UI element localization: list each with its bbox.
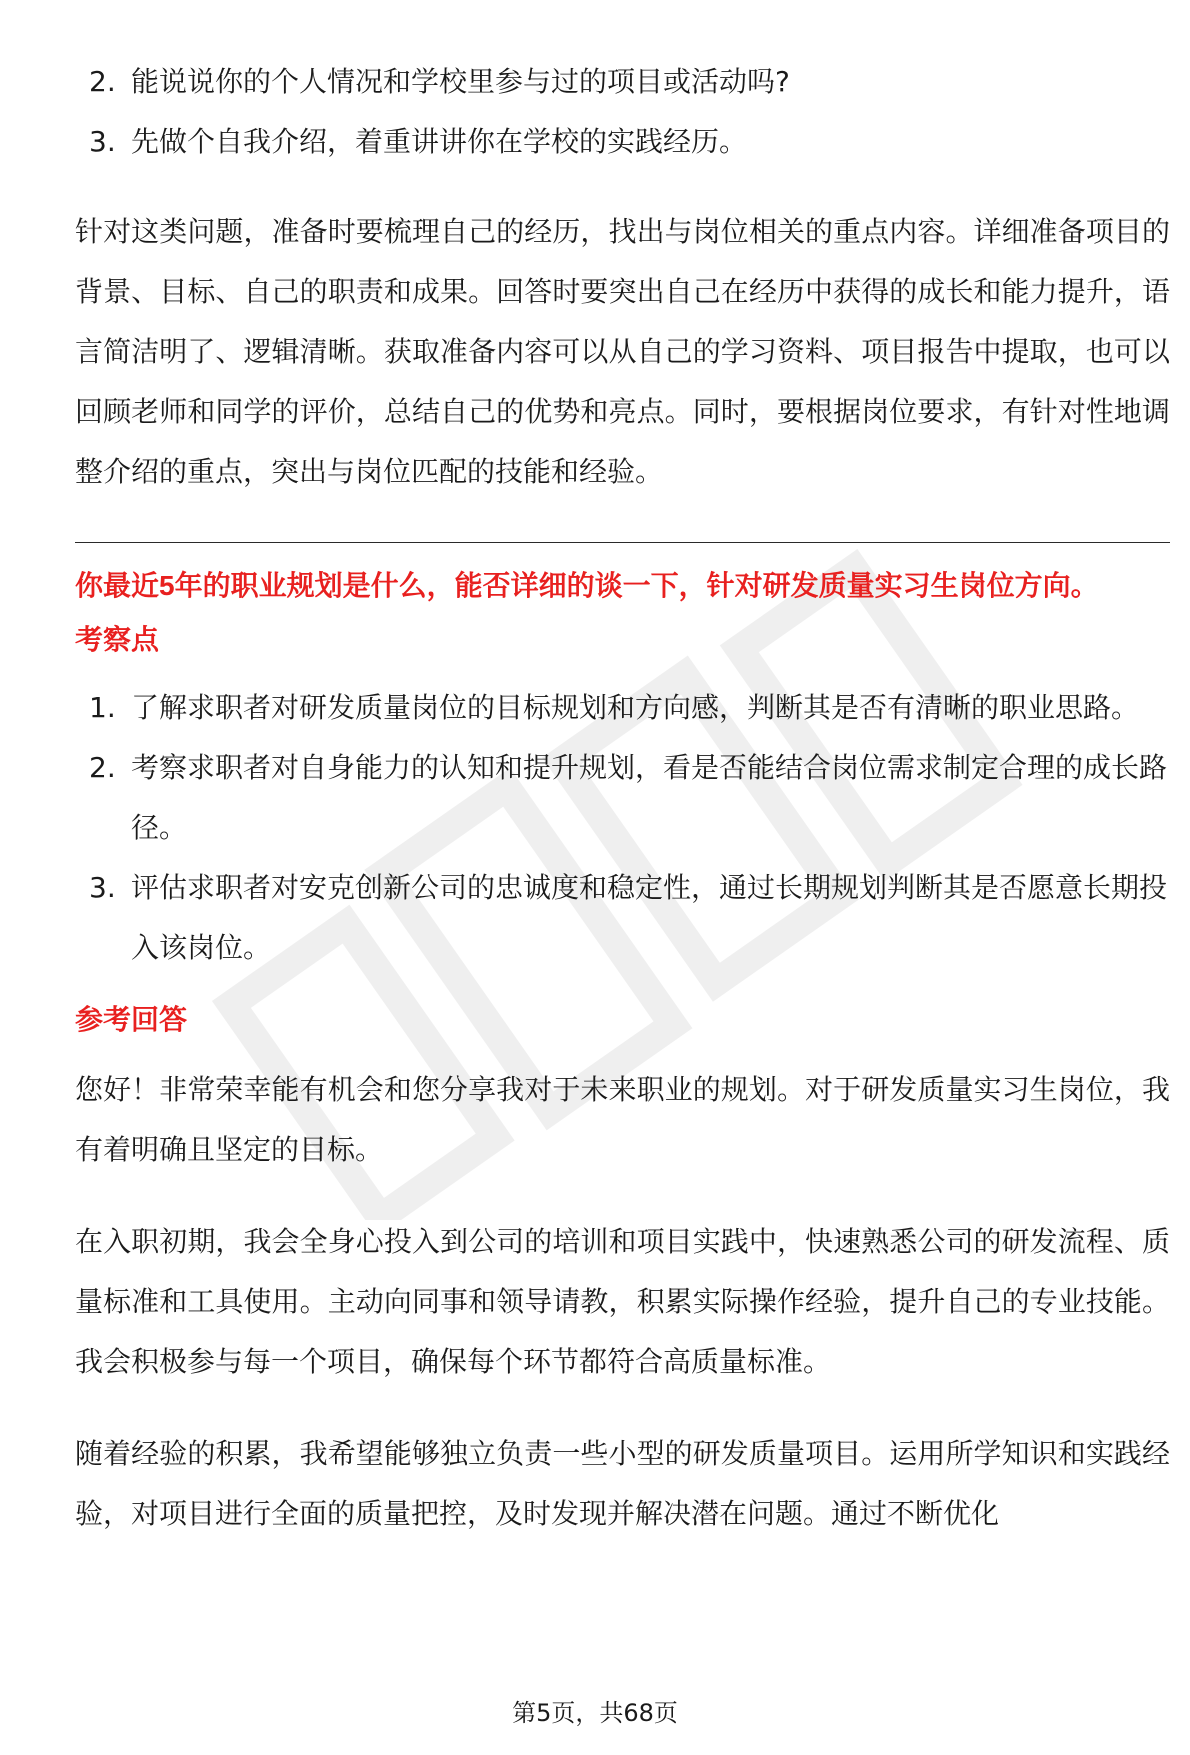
list-item	[75, 738, 1170, 858]
guidance-paragraph: 针对这类问题，准备时要梳理自己的经历，找出与岗位相关的重点内容。详细准备项目的背景、目标、自己的职责和成果。回答时要突出自己在经历中获得的成长和能力提升，语言简洁明了、逻辑清晰。获取准备内容可以从自己的学习资料、项目报告中提取，也可以回顾老师和同学的评价，总结自己的优势和亮点。同时，要根据岗位要求，有针对性地调整介绍的重点，突出与岗位匹配的技能和经验。	[75, 215, 1170, 488]
list-number: 2.	[89, 751, 116, 784]
list-item	[75, 858, 1170, 978]
question-heading: 你最近5年的职业规划是什么，能否详细的谈一下，针对研发质量实习生岗位方向。	[75, 570, 1099, 601]
top-list	[75, 52, 1170, 172]
list-text: 能说说你的个人情况和学校里参与过的项目或活动吗?	[131, 65, 790, 98]
list-item	[75, 678, 1170, 738]
answer-paragraph: 随着经验的积累，我希望能够独立负责一些小型的研发质量项目。运用所学知识和实践经验，对项目进行全面的质量把控，及时发现并解决潜在问题。通过不断优化	[75, 1437, 1170, 1530]
list-item	[75, 112, 1170, 172]
answer-paragraph: 在入职初期，我会全身心投入到公司的培训和项目实践中，快速熟悉公司的研发流程、质量标准和工具使用。主动向同事和领导请教，积累实际操作经验，提升自己的专业技能。我会积极参与每一个项目，确保每个环节都符合高质量标准。	[75, 1225, 1170, 1378]
list-text: 评估求职者对安克创新公司的忠诚度和稳定性，通过长期规划判断其是否愿意长期投入该岗位。	[131, 871, 1168, 964]
answer-heading: 参考回答	[75, 1003, 188, 1036]
list-text: 先做个自我介绍，着重讲讲你在学校的实践经历。	[131, 125, 748, 158]
list-number: 2.	[89, 65, 116, 98]
list-number: 3.	[89, 125, 116, 158]
focus-list	[75, 678, 1170, 978]
section-divider	[75, 542, 1170, 543]
document-page	[75, 52, 1170, 1544]
list-item	[75, 52, 1170, 112]
list-text: 了解求职者对研发质量岗位的目标规划和方向感，判断其是否有清晰的职业思路。	[131, 691, 1140, 724]
answer-paragraph: 您好！非常荣幸能有机会和您分享我对于未来职业的规划。对于研发质量实习生岗位，我有着明确且坚定的目标。	[75, 1073, 1170, 1166]
list-number: 3.	[89, 871, 116, 904]
list-number: 1.	[89, 691, 116, 724]
page-footer: 第5页，共68页	[512, 1699, 678, 1727]
list-text: 考察求职者对自身能力的认知和提升规划，看是否能结合岗位需求制定合理的成长路径。	[131, 751, 1168, 844]
focus-heading: 考察点	[75, 623, 160, 656]
